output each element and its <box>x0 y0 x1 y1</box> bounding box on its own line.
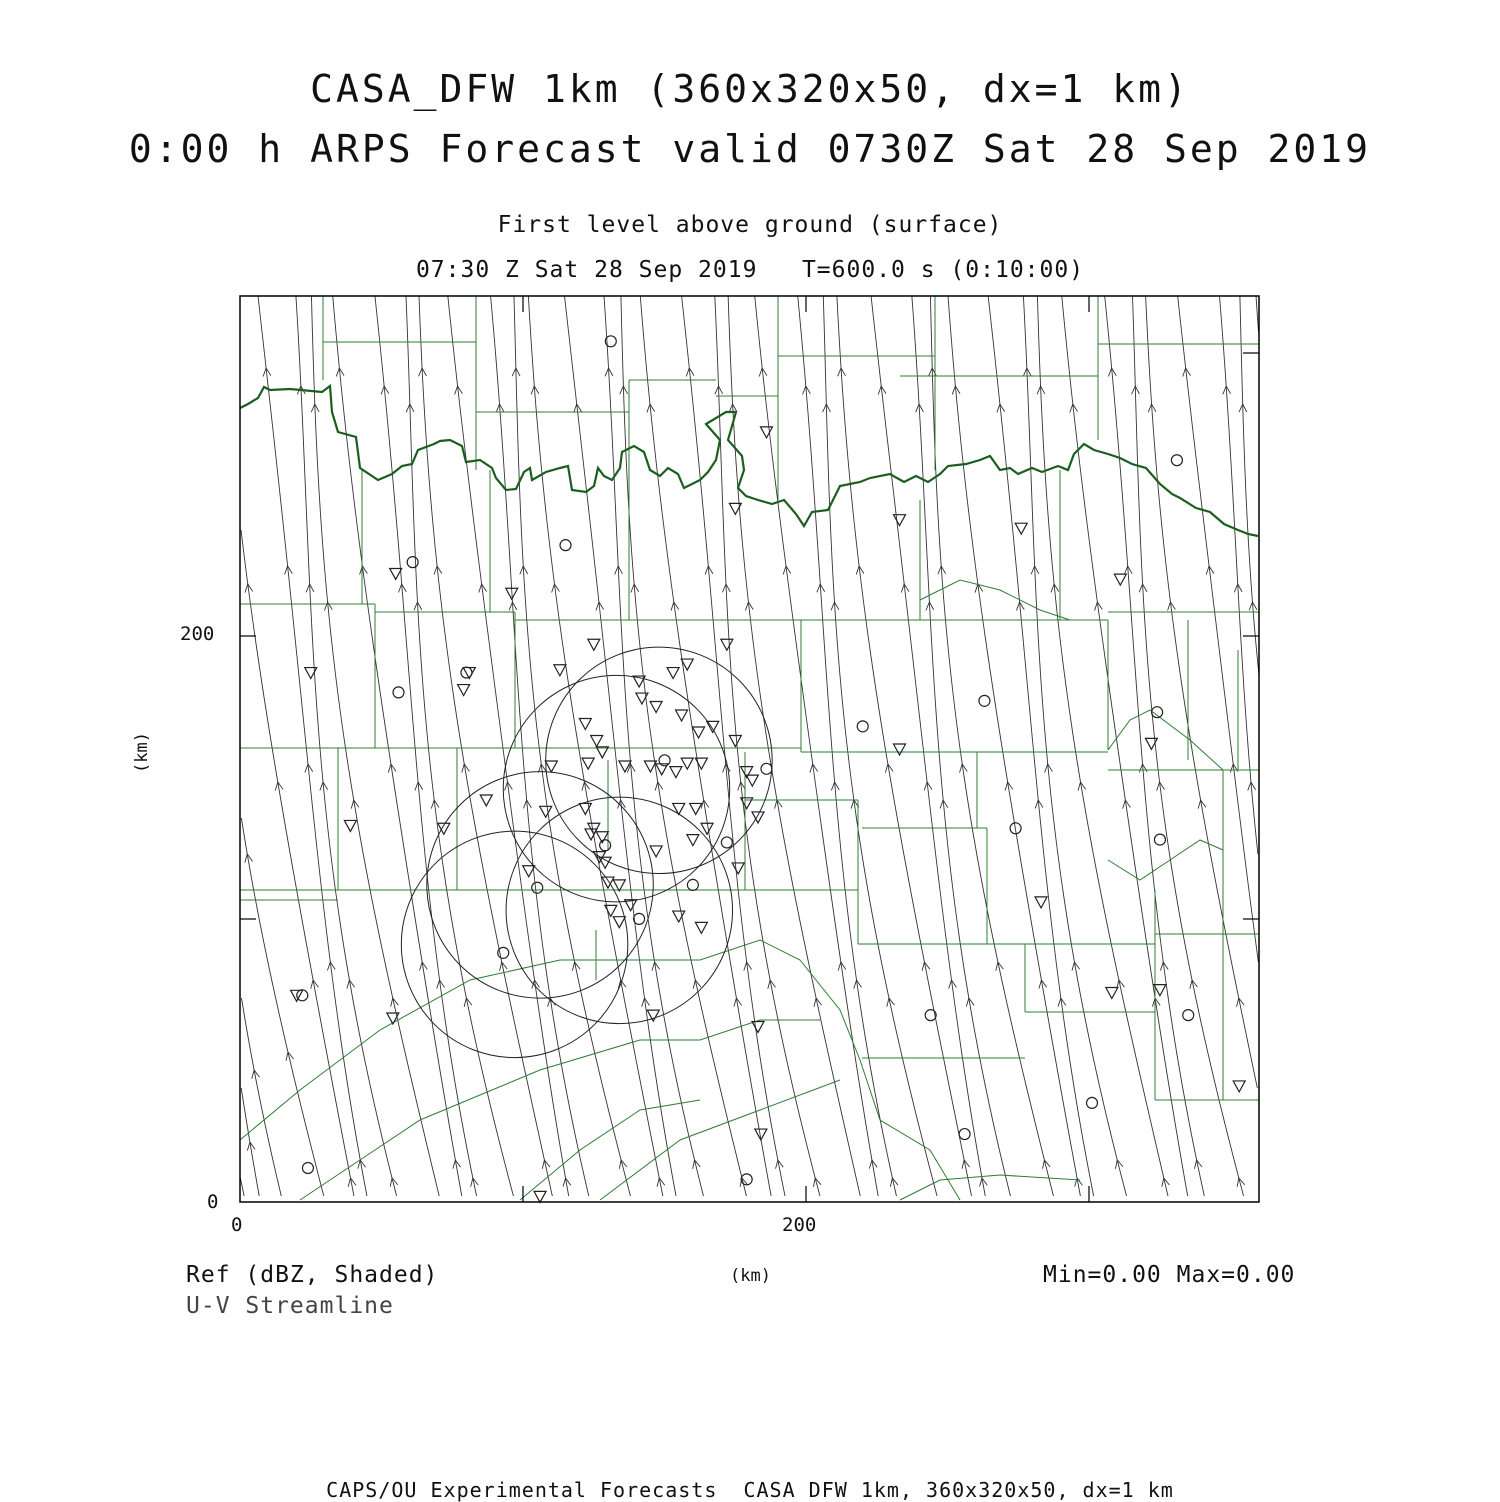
station-circle-marker <box>979 695 990 706</box>
station-triangle-marker <box>650 702 662 713</box>
streamline <box>640 296 771 1196</box>
streamline <box>419 296 552 1196</box>
streamline <box>912 296 1011 1196</box>
title-line-2: 0:00 h ARPS Forecast valid 0730Z Sat 28 Sep 2019 <box>128 127 1372 171</box>
station-triangle-marker <box>729 736 741 747</box>
streamline <box>621 296 746 1196</box>
tick-marks <box>240 296 1259 1202</box>
station-triangle-marker <box>676 710 688 721</box>
station-circle-marker <box>959 1129 970 1140</box>
station-triangle-marker <box>344 820 356 831</box>
station-triangle-marker <box>534 1191 546 1202</box>
station-circle-marker <box>532 882 543 893</box>
streamline <box>333 296 462 1196</box>
streamline <box>406 296 513 1196</box>
title-line-1: CASA_DFW 1km (360x320x50, dx=1 km) <box>310 67 1190 111</box>
station-triangle-marker <box>746 775 758 786</box>
streamline <box>1037 296 1168 1196</box>
station-triangle-marker <box>554 665 566 676</box>
station-triangle-marker <box>670 767 682 778</box>
station-triangle-marker <box>693 727 705 738</box>
streamline <box>1146 296 1258 1088</box>
station-triangle-marker <box>752 1021 764 1032</box>
station-triangle-marker <box>390 568 402 579</box>
streamline <box>1178 296 1259 962</box>
streamline <box>448 296 569 1196</box>
subtitle-time: 07:30 Z Sat 28 Sep 2019 T=600.0 s (0:10:00) <box>415 257 1085 283</box>
y-tick-label-200: 200 <box>180 623 215 645</box>
station-triangle-marker <box>894 515 906 526</box>
streamline <box>755 296 878 1196</box>
station-circle-marker <box>634 913 645 924</box>
x-axis-label: (km) <box>730 1266 771 1286</box>
streamline <box>565 296 677 1196</box>
station-triangle-marker <box>1035 897 1047 908</box>
streamline <box>728 296 860 1196</box>
station-triangle-marker <box>673 803 685 814</box>
station-circle-marker <box>1171 455 1182 466</box>
legend-streamline: U-V Streamline <box>186 1293 394 1319</box>
y-axis-label: (km) <box>131 732 152 773</box>
station-triangle-marker <box>1114 574 1126 585</box>
subtitle-level: First level above ground (surface) <box>497 212 1003 238</box>
station-circle-marker <box>761 763 772 774</box>
station-triangle-marker <box>1106 987 1118 998</box>
streamline <box>823 296 937 1196</box>
station-triangle-marker <box>540 806 552 817</box>
station-triangle-marker <box>458 685 470 696</box>
station-triangle-marker <box>1015 523 1027 534</box>
streamline <box>241 530 354 1196</box>
streamline <box>491 296 589 1196</box>
county-border <box>1108 710 1223 770</box>
station-triangle-marker <box>690 803 702 814</box>
station-triangle-marker <box>619 761 631 772</box>
streamline <box>1062 296 1188 1196</box>
county-border <box>600 1080 840 1200</box>
station-triangle-marker <box>732 863 744 874</box>
station-circle-marker <box>1154 834 1165 845</box>
station-triangle-marker <box>582 758 594 769</box>
station-triangle-marker <box>613 880 625 891</box>
streamline <box>258 296 367 1196</box>
station-circle-marker <box>407 557 418 568</box>
streamline <box>241 998 281 1196</box>
station-circle-marker <box>721 837 732 848</box>
station-triangle-marker <box>480 795 492 806</box>
station-circle-marker <box>560 540 571 551</box>
station-circle-marker <box>302 1163 313 1174</box>
streamline <box>988 296 1093 1196</box>
x-tick-label-200: 200 <box>782 1214 817 1236</box>
station-circle-marker <box>1183 1010 1194 1021</box>
county-borders <box>240 296 1259 1200</box>
station-triangle-marker <box>545 761 557 772</box>
station-triangle-marker <box>667 668 679 679</box>
county-border <box>900 1175 1080 1200</box>
uv-streamlines <box>240 296 1259 1196</box>
station-circle-marker <box>1086 1097 1097 1108</box>
station-circle-marker <box>857 721 868 732</box>
streamline <box>948 296 1080 1196</box>
min-max-readout: Min=0.00 Max=0.00 <box>1043 1262 1296 1288</box>
county-border <box>1108 840 1223 880</box>
station-triangle-marker <box>721 639 733 650</box>
station-triangle-marker <box>695 922 707 933</box>
station-triangle-marker <box>894 744 906 755</box>
station-triangle-marker <box>681 758 693 769</box>
station-triangle-marker <box>579 719 591 730</box>
station-circle-marker <box>498 947 509 958</box>
streamline <box>871 296 985 1196</box>
station-triangle-marker <box>760 427 772 438</box>
streamline <box>241 818 323 1196</box>
y-tick-label-0: 0 <box>207 1191 219 1213</box>
streamline <box>930 296 1053 1196</box>
station-circle-marker <box>393 687 404 698</box>
station-triangle-marker <box>1233 1081 1245 1092</box>
station-triangle-marker <box>687 835 699 846</box>
station-triangle-marker <box>1154 985 1166 996</box>
station-triangle-marker <box>591 736 603 747</box>
station-markers <box>291 336 1246 1203</box>
legend-shaded-field: Ref (dBZ, Shaded) <box>186 1262 439 1288</box>
state-border-red-river <box>240 386 1258 536</box>
streamline <box>1256 296 1258 332</box>
streamline <box>240 1178 244 1196</box>
station-circle-marker <box>687 879 698 890</box>
station-triangle-marker <box>613 917 625 928</box>
streamline <box>528 296 662 1196</box>
plot-frame <box>240 296 1259 1202</box>
x-tick-label-0: 0 <box>231 1214 243 1236</box>
county-border <box>300 1020 820 1200</box>
footer-credit: CAPS/OU Experimental Forecasts CASA DFW 1km, 360x320x50, dx=1 km <box>326 1478 1174 1502</box>
radar-range-ring <box>506 797 732 1023</box>
station-triangle-marker <box>650 846 662 857</box>
streamline <box>514 296 630 1196</box>
station-triangle-marker <box>588 639 600 650</box>
station-triangle-marker <box>701 823 713 834</box>
